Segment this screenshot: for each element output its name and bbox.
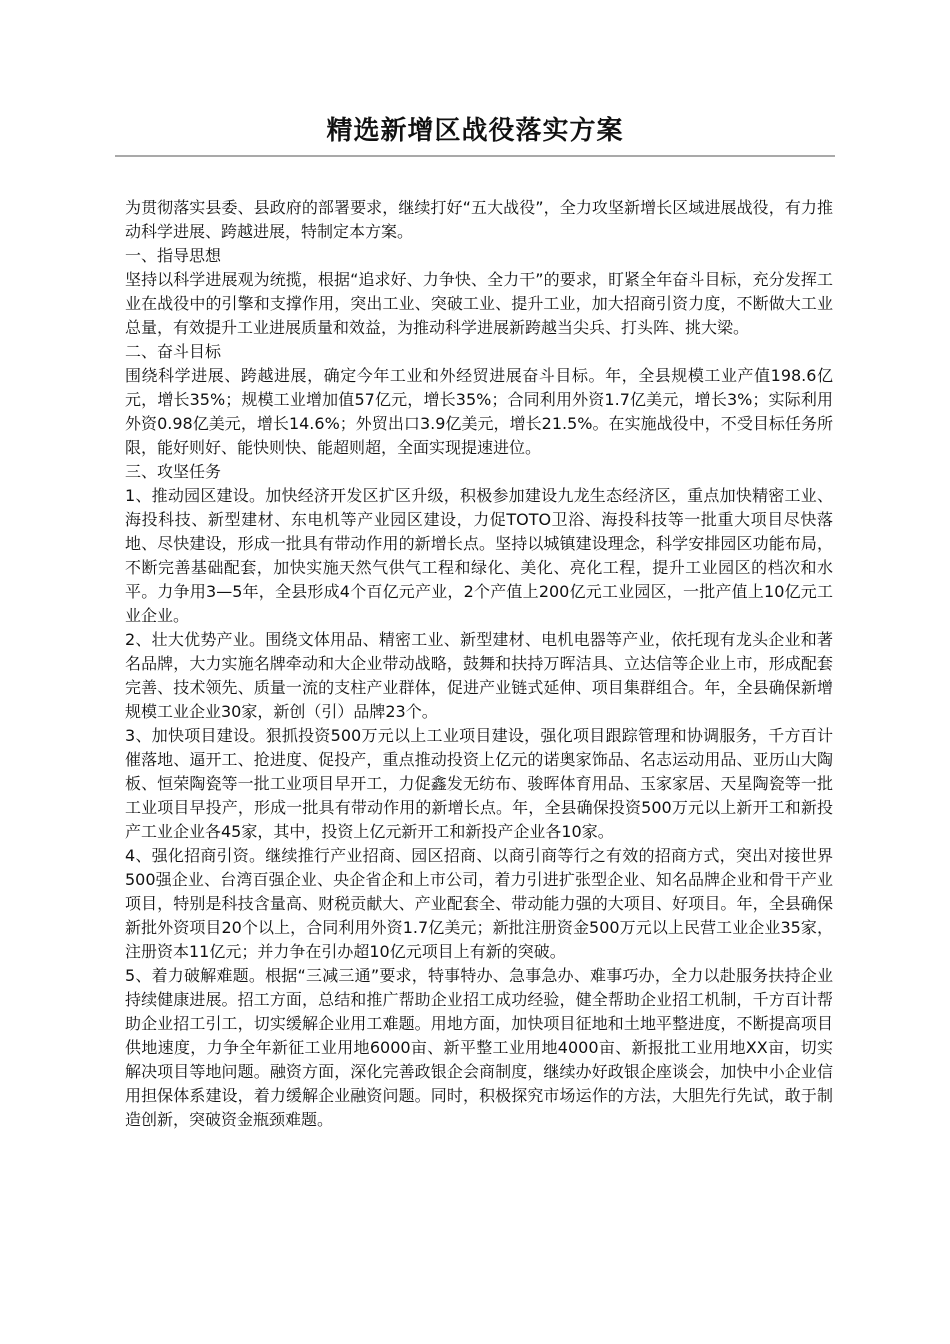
guiding-ideology-paragraph: 坚持以科学进展观为统揽，根据“追求好、力争快、全力干”的要求，盯紧全年奋斗目标，充分发挥工业在战役中的引擎和支撑作用，突出工业、突破工业、提升工业，加大招商引资力度，不断做大工业总量，有效提升工业进展质量和效益，为推动科学进展新跨越当尖兵、打头阵、挑大梁。 — [125, 270, 833, 337]
task-5-paragraph: 5、着力破解难题。根据“三减三通”要求，特事特办、急事急办、难事巧办，全力以赴服务扶持企业持续健康进展。招工方面，总结和推广帮助企业招工成功经验，健全帮助企业招工机制，千方百计帮助企业招工引工，切实缓解企业用工难题。用地方面，加快项目征地和土地平整进度，不断提高项目供地速度，力争全年新征工业用地6000亩、新平整工业用地4000亩、新报批工业用地XX亩，切实解决项目等地问题。融资方面，深化完善政银企会商制度，继续办好政银企座谈会，加快中小企业信用担保体系建设，着力缓解企业融资问题。同时，积极探究市场运作的方法，大胆先行先试，敢于制造创新，突破资金瓶颈难题。 — [125, 966, 833, 1129]
section-heading-goals: 二、奋斗目标 — [125, 342, 222, 361]
document-title: 精选新增区战役落实方案 — [326, 116, 624, 146]
section-heading-tasks: 三、攻坚任务 — [125, 462, 222, 481]
document-body — [125, 196, 833, 1132]
task-4-paragraph: 4、强化招商引资。继续推行产业招商、园区招商、以商引商等行之有效的招商方式，突出对接世界500强企业、台湾百强企业、央企省企和上市公司，着力引进扩张型企业、知名品牌企业和骨干产业项目，特别是科技含量高、财税贡献大、产业配套全、带动能力强的大项目、好项目。年，全县确保新批外资项目20个以上，合同利用外资1.7亿美元；新批注册资金500万元以上民营工业企业35家，注册资本11亿元；并力争在引办超10亿元项目上有新的突破。 — [125, 846, 833, 961]
task-3-paragraph: 3、加快项目建设。狠抓投资500万元以上工业项目建设，强化项目跟踪管理和协调服务，千方百计催落地、逼开工、抢进度、促投产，重点推动投资上亿元的诺奥家饰品、名志运动用品、亚历山大陶板、恒荣陶瓷等一批工业项目早开工，力促鑫发无纺布、骏晖体育用品、玉家家居、天星陶瓷等一批工业项目早投产，形成一批具有带动作用的新增长点。年，全县确保投资500万元以上新开工和新投产工业企业各45家，其中，投资上亿元新开工和新投产企业各10家。 — [125, 726, 833, 841]
goals-paragraph: 围绕科学进展、跨越进展，确定今年工业和外经贸进展奋斗目标。年，全县规模工业产值198.6亿元，增长35%；规模工业增加值57亿元，增长35%；合同利用外资1.7亿美元，增长3%；实际利用外资0.98亿美元，增长14.6%；外贸出口3.9亿美元，增长21.5%。在实施战役中，不受目标任务所限，能好则好、能快则快、能超则超，全面实现提速进位。 — [125, 366, 833, 457]
task-1-paragraph: 1、推动园区建设。加快经济开发区扩区升级，积极参加建设九龙生态经济区，重点加快精密工业、海投科技、新型建材、东电机等产业园区建设，力促TOTO卫浴、海投科技等一批重大项目尽快落地、尽快建设，形成一批具有带动作用的新增长点。坚持以城镇建设理念，科学安排园区功能布局，不断完善基础配套，加快实施天然气供气工程和绿化、美化、亮化工程，提升工业园区的档次和水平。力争用3—5年，全县形成4个百亿元产业，2个产值上200亿元工业园区，一批产值上10亿元工业企业。 — [125, 486, 833, 625]
title-divider — [115, 155, 835, 157]
task-2-paragraph: 2、壮大优势产业。围绕文体用品、精密工业、新型建材、电机电器等产业，依托现有龙头企业和著名品牌，大力实施名牌牵动和大企业带动战略，鼓舞和扶持万晖洁具、立达信等企业上市，形成配套完善、技术领先、质量一流的支柱产业群体，促进产业链式延伸、项目集群组合。年，全县确保新增规模工业企业30家，新创（引）品牌23个。 — [125, 630, 833, 721]
intro-paragraph: 为贯彻落实县委、县政府的部署要求，继续打好“五大战役”，全力攻坚新增长区域进展战役，有力推动科学进展、跨越进展，特制定本方案。 — [125, 198, 833, 241]
section-heading-guiding-ideology: 一、指导思想 — [125, 246, 222, 265]
